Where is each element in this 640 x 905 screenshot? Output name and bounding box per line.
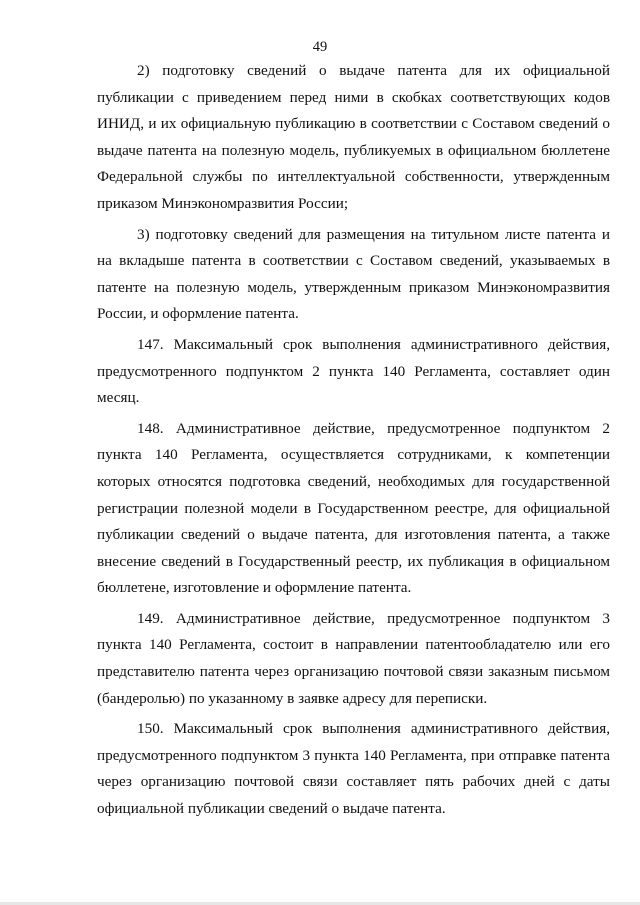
page-number: 49 — [312, 39, 328, 55]
paragraph-148: 148. Административное действие, предусмотренное подпунктом 2 пункта 140 Регламента, осуществляется сотрудниками, к компетенции которых относятся подготовка сведений, необходимых для государственной регистрации полезной модели в Государственном реестре, для официальной публикации сведений о выдаче патента, для изготовления патента, а также внесение сведений в Государственный реестр, их публикация в официальном бюллетене, изготовление и оформление патента. — [97, 419, 610, 597]
paragraph-item-3: 3) подготовку сведений для размещения на титульном листе патента и на вкладыше патента в соответствии с Составом сведений, указываемых в патенте на полезную модель, утвержденным приказом Минэкономразвития России, и оформление патента. — [97, 225, 610, 323]
paragraph-item-2: 2) подготовку сведений о выдаче патента для их официальной публикации с приведением перед ними в скобках соответствующих кодов ИНИД, и их официальную публикацию в соответствии с Составом сведений о выдаче патента на полезную модель, публикуемых в официальном бюллетене Федеральной службы по интеллектуальной собственности, утвержденным приказом Минэкономразвития России; — [97, 62, 610, 212]
paragraph-149: 149. Административное действие, предусмотренное подпунктом 3 пункта 140 Регламента, состоит в направлении патентообладателю или его представителю патента через организацию почтовой связи заказным письмом (бандеролью) по указанному в заявке адресу для переписки. — [97, 609, 610, 707]
paragraph-147: 147. Максимальный срок выполнения административного действия, предусмотренного подпунктом 2 пункта 140 Регламента, составляет один месяц. — [97, 335, 610, 407]
document-body — [97, 58, 610, 825]
paragraph-150: 150. Максимальный срок выполнения административного действия, предусмотренного подпунктом 3 пункта 140 Регламента, при отправке патента через организацию почтовой связи составляет пять рабочих дней с даты официальной публикации сведений о выдаче патента. — [97, 720, 610, 818]
